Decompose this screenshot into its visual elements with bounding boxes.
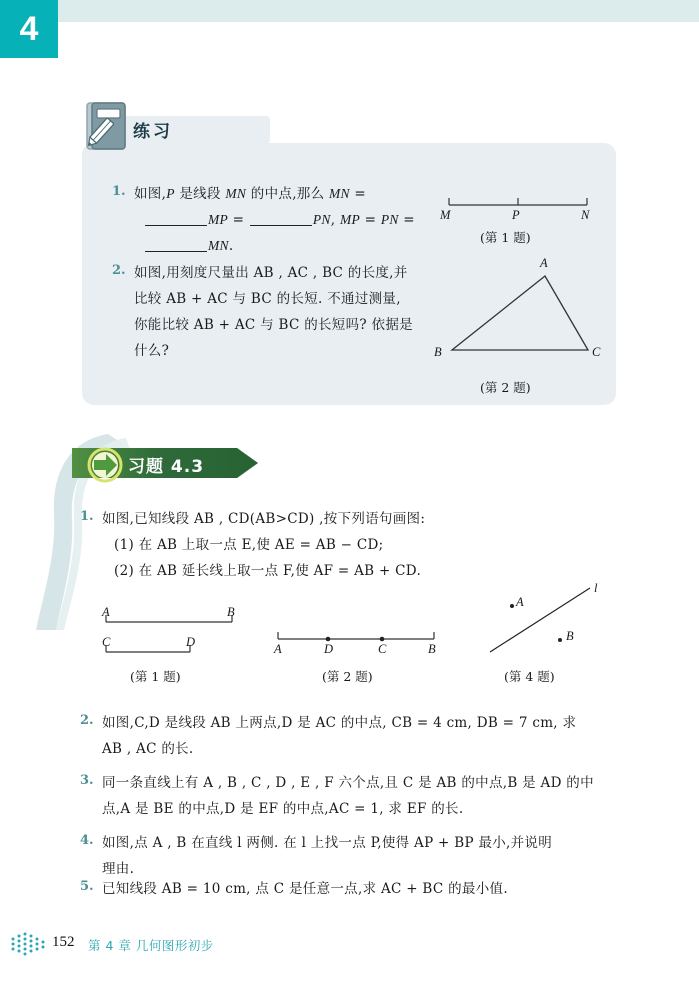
ex-p1-line2: (1) 在 AB 上取一点 E,使 AE = AB − CD;	[114, 537, 384, 553]
practice-title: 练习	[133, 122, 173, 142]
practice-problem-2-number: 2.	[112, 263, 126, 278]
segments-ab-cd-figure	[100, 600, 240, 656]
label-a-triangle: A	[540, 256, 548, 270]
practice-p2-line4: 什么?	[134, 343, 170, 359]
segment-adcb-figure	[272, 625, 442, 651]
exercise-problem-4-number: 4.	[80, 833, 94, 848]
label-b-triangle: B	[434, 345, 442, 359]
ex-p4-line2: 理由.	[102, 861, 135, 877]
practice-problem-2-text	[134, 260, 434, 364]
ex-p1-line3: (2) 在 AB 延长线上取一点 F,使 AF = AB + CD.	[114, 563, 422, 579]
ex-p3-line1: 同一条直线上有 A , B , C , D , E , F 六个点,且 C 是 AB 的中点,B 是 AD 的中	[102, 775, 594, 791]
p1-text-c: 的中点,那么	[246, 186, 329, 202]
triangle-abc-figure	[440, 268, 600, 360]
ex-p3-line2: 点,A 是 BE 的中点,D 是 EF 的中点,AC = 1, 求 EF 的长.	[102, 801, 464, 817]
exercise-problem-2-number: 2.	[80, 713, 94, 728]
label-a-line: A	[516, 595, 524, 609]
ex-p1-line1: 如图,已知线段 AB , CD(AB>CD) ,按下列语句画图:	[102, 511, 426, 527]
p1-var-mn3: MN	[208, 238, 229, 253]
label-b-line: B	[566, 629, 574, 643]
practice-problem-1-text	[134, 181, 424, 259]
p1-var-pn: PN	[312, 212, 331, 227]
ex-p2-line1: 如图,C,D 是线段 AB 上两点,D 是 AC 的中点, CB = 4 cm, DB = 7 cm, 求	[102, 715, 577, 731]
p1-var-mp2: MP	[339, 212, 361, 227]
p1-var-mn2: MN	[328, 186, 350, 201]
exercise-figure-caption-1: (第 1 题)	[130, 669, 181, 684]
p1-eq-1: =	[228, 212, 249, 228]
p1-eq-3: =	[398, 212, 415, 228]
p1-eq-2: =	[360, 212, 381, 228]
label-d-seg: D	[186, 635, 196, 649]
arrow-circle-icon	[87, 447, 123, 483]
ex-p2-line2: AB , AC 的长.	[102, 741, 194, 757]
exercise-problem-1-number: 1.	[80, 509, 94, 524]
p1-var-pn2: PN	[380, 212, 399, 227]
p1-text-b: 是线段	[174, 186, 226, 202]
label-n: N	[581, 208, 590, 222]
label-d-adcb: D	[324, 642, 334, 656]
figure-caption-p2: (第 2 题)	[480, 380, 531, 395]
exercise-problem-1-text	[102, 506, 572, 584]
page-number: 152	[52, 934, 75, 950]
top-color-band	[0, 0, 699, 22]
label-m: M	[440, 208, 451, 222]
exercise-figure-caption-4: (第 4 题)	[504, 669, 555, 684]
p1-sep: ,	[330, 212, 340, 228]
ex-p5-line1: 已知线段 AB = 10 cm, 点 C 是任意一点,求 AC + BC 的最小值.	[102, 881, 508, 897]
exercise-problem-5-number: 5.	[80, 879, 94, 894]
practice-problem-1-number: 1.	[112, 184, 126, 199]
label-l-line: l	[594, 581, 598, 595]
label-c-triangle: C	[592, 345, 601, 359]
p1-text-a: 如图,	[134, 186, 167, 202]
practice-p2-line1: 如图,用刻度尺量出 AB , AC , BC 的长度,并	[134, 265, 408, 281]
exercise-problem-4-text	[102, 830, 597, 882]
p1-eq: =	[349, 186, 367, 202]
p1-period: .	[228, 238, 234, 254]
notebook-pencil-icon	[84, 100, 130, 152]
footer-dot-decoration	[10, 930, 48, 956]
label-p: P	[512, 208, 520, 222]
figure-caption-p1: (第 1 题)	[480, 230, 531, 245]
label-c-adcb: C	[378, 642, 387, 656]
line-l-points-ab-figure	[486, 580, 606, 660]
label-b-seg: B	[227, 605, 235, 619]
exercise-problem-2-text	[102, 710, 592, 762]
exercise-problem-5-text	[102, 876, 597, 902]
p1-var-mn: MN	[225, 186, 247, 201]
p1-blank-2[interactable]	[250, 211, 312, 226]
chapter-number-badge: 4	[0, 0, 58, 58]
exercise-title: 习题 4.3	[128, 457, 205, 477]
exercise-problem-3-text	[102, 770, 597, 822]
p1-var-mp: MP	[208, 212, 229, 227]
ex-p4-line1: 如图,点 A , B 在直线 l 两侧. 在 l 上找一点 P,使得 AP + BP 最小,并说明	[102, 835, 553, 851]
exercise-problem-3-number: 3.	[80, 773, 94, 788]
footer-chapter-title: 第 4 章 几何图形初步	[88, 938, 214, 953]
p1-var-p: P	[166, 186, 175, 201]
p1-blank-3[interactable]	[145, 237, 207, 252]
practice-p2-line2: 比较 AB + AC 与 BC 的长短. 不通过测量,	[134, 291, 401, 307]
exercise-figure-caption-2: (第 2 题)	[322, 669, 373, 684]
practice-p2-line3: 你能比较 AB + AC 与 BC 的长短吗? 依据是	[134, 317, 413, 333]
p1-blank-1[interactable]	[145, 211, 207, 226]
label-a-seg: A	[102, 605, 110, 619]
label-b-adcb: B	[428, 642, 436, 656]
label-a-adcb: A	[274, 642, 282, 656]
label-c-seg: C	[102, 635, 111, 649]
